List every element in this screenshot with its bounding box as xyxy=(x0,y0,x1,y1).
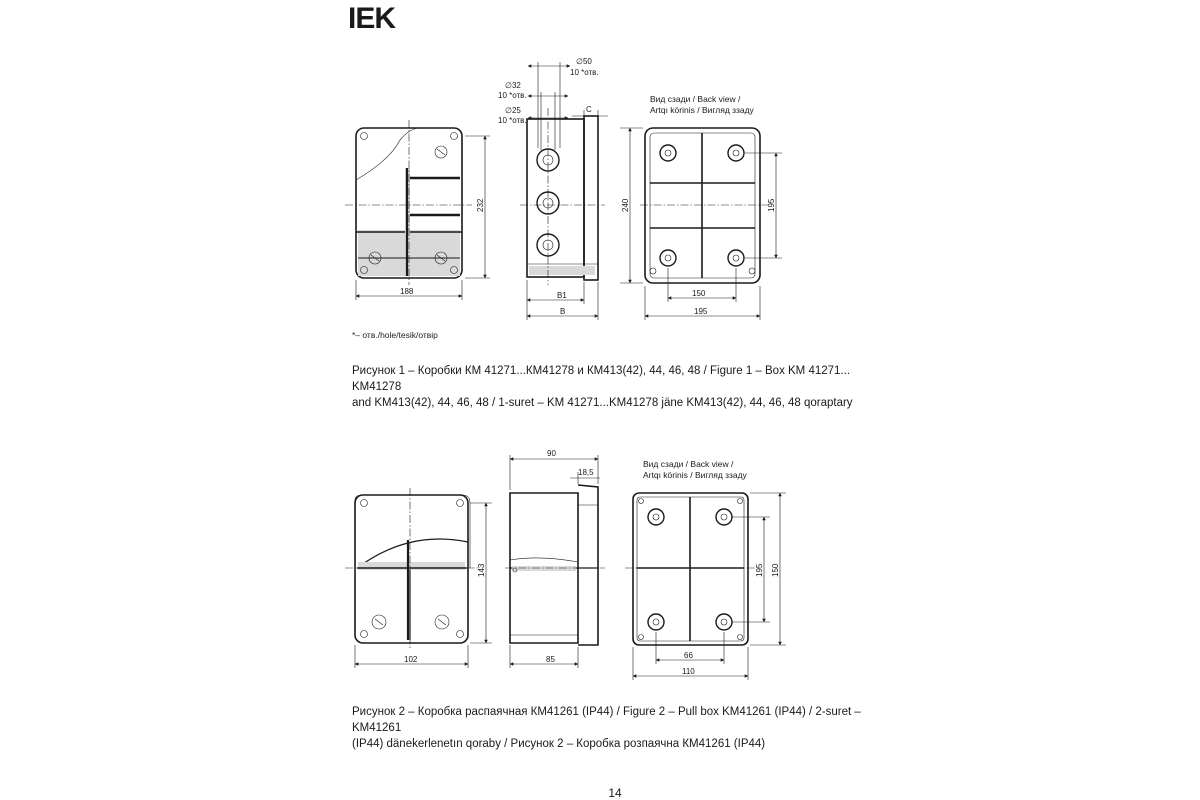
fig2-back-label-line2: Artqı körinis / Вигляд ззаду xyxy=(643,470,747,480)
fig1-footnote: *– отв./hole/tesik/отвір xyxy=(352,330,438,340)
fig2-back-inner-width-dim: 66 xyxy=(684,651,693,660)
fig1-front-height-dim: 232 xyxy=(476,198,485,212)
fig2-back-width-dim: 110 xyxy=(682,667,695,676)
fig2-back-inner-height-dim: 195 xyxy=(755,563,764,577)
fig1-d50-dim: ∅50 xyxy=(576,57,592,66)
fig2-back-view xyxy=(625,459,786,680)
fig2-side-base-dim: 85 xyxy=(546,655,555,664)
fig2-front-width-dim: 102 xyxy=(404,655,418,664)
fig2-caption xyxy=(352,704,872,752)
fig1-back-inner-width-dim: 150 xyxy=(692,289,706,298)
fig2-caption-line1: Рисунок 2 – Коробка распаячная КМ41261 (IP44) / Figure 2 – Pull box KM41261 (IP44) / 2-suret – KM41261 xyxy=(352,706,861,734)
fig1-back-height-dim: 240 xyxy=(621,198,630,212)
fig2-caption-line2: (IP44) dänekerlenetın qoraby / Рисунок 2 – Коробка розпаячна КМ41261 (IP44) xyxy=(352,738,766,750)
fig2-side-lid-dim: 18,5 xyxy=(578,468,594,477)
fig1-front-view xyxy=(345,120,490,300)
fig1-back-label-line1: Вид сзади / Back view / xyxy=(650,94,741,104)
fig1-caption xyxy=(352,363,872,411)
fig1-d32-note: 10 *отв. xyxy=(498,91,527,100)
fig1-d32-dim: ∅32 xyxy=(505,81,521,90)
fig1-back-view xyxy=(620,94,782,320)
fig2-side-view xyxy=(505,449,605,668)
fig1-b-dim: B xyxy=(560,307,566,316)
fig1-d50-note: 10 *отв. xyxy=(570,68,599,77)
fig2-side-depth-dim: 90 xyxy=(547,449,556,458)
fig1-b1-dim: B1 xyxy=(557,291,567,300)
page-number: 14 xyxy=(608,786,622,800)
fig2-front-height-dim: 143 xyxy=(477,563,486,577)
fig1-d25-note: 10 *отв. xyxy=(498,116,527,125)
fig1-c-dim: C xyxy=(586,105,592,114)
fig1-d25-dim: ∅25 xyxy=(505,106,521,115)
fig1-back-label-line2: Artqı körinis / Вигляд ззаду xyxy=(650,105,754,115)
fig1-front-width-dim: 188 xyxy=(400,287,414,296)
fig2-front-view xyxy=(345,488,492,668)
fig1-side-view xyxy=(498,57,608,320)
fig1-caption-line2: and KM413(42), 44, 46, 48 / 1-suret – KM 41271...KM41278 jäne KM413(42), 44, 46, 48 qoraptary xyxy=(352,397,853,409)
fig1-back-width-dim: 195 xyxy=(694,307,708,316)
fig2-back-label-line1: Вид сзади / Back view / xyxy=(643,459,734,469)
iek-logo: IEK xyxy=(348,2,396,35)
fig1-back-inner-height-dim: 195 xyxy=(767,198,776,212)
fig1-caption-line1: Рисунок 1 – Коробки КМ 41271...КМ41278 и КМ413(42), 44, 46, 48 / Figure 1 – Box KM 41271... KM41278 xyxy=(352,365,851,393)
fig2-back-height-dim: 150 xyxy=(771,563,780,577)
